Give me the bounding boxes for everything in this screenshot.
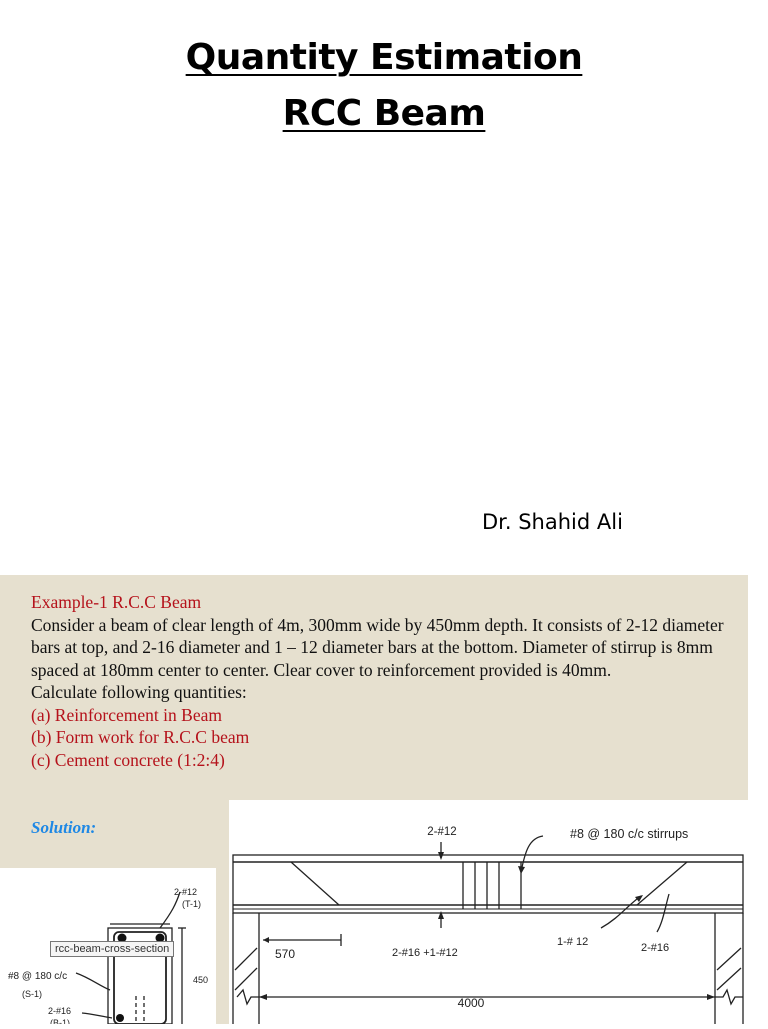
cs-label-bottom-mark: (B-1) [50,1018,70,1024]
example-text-block [31,591,741,771]
label-bottom-16: 2-#16 [641,942,670,954]
slide-title-line2: RCC Beam [282,93,486,134]
cs-label-bottom-bars: 2-#16 [48,1006,72,1016]
solution-label: Solution: [31,818,97,837]
label-top-bars: 2-#12 [427,826,457,838]
label-bottom-mid: 2-#16 +1-#12 [392,947,458,959]
author-name: Dr. Shahid Ali [482,510,623,534]
cs-label-stirrup-mark: (S-1) [22,989,42,999]
cs-label-top-bars: 2-#12 [174,887,198,897]
beam-elevation-svg [229,800,748,1024]
item-formwork: (b) Form work for R.C.C beam [31,727,250,747]
label-dim-570: 570 [275,947,296,961]
label-stirrups: #8 @ 180 c/c stirrups [570,827,689,841]
example-heading: Example-1 R.C.C Beam [31,592,202,612]
beam-elevation-drawing [229,800,748,1024]
label-bottom-12: 1-# 12 [557,936,589,948]
item-cement-concrete: (c) Cement concrete (1:2:4) [31,749,225,770]
cs-label-stirrup: #8 @ 180 c/c [8,971,68,982]
item-reinforcement: (a) Reinforcement in Beam [31,704,222,725]
cs-label-depth: 450 [193,975,209,985]
calc-intro: Calculate following quantities: [31,682,247,702]
example-description: Consider a beam of clear length of 4m, 300mm wide by 450mm depth. It consists of 2-12 diameter bars at top, and 2-16 diameter and 1 – 12 diameter bars at the bottom. Diameter of stirrup is 8mm spaced at 180mm center to center. Clear cover to reinforcement provided is 40mm. [31,614,724,680]
cs-label-top-mark: (T-1) [182,899,201,909]
cross-section-tag: rcc-beam-cross-section [50,941,174,957]
label-length: 4000 [457,996,485,1010]
bottom-bar [116,1014,124,1022]
slide-title-line1: Quantity Estimation [185,37,583,78]
